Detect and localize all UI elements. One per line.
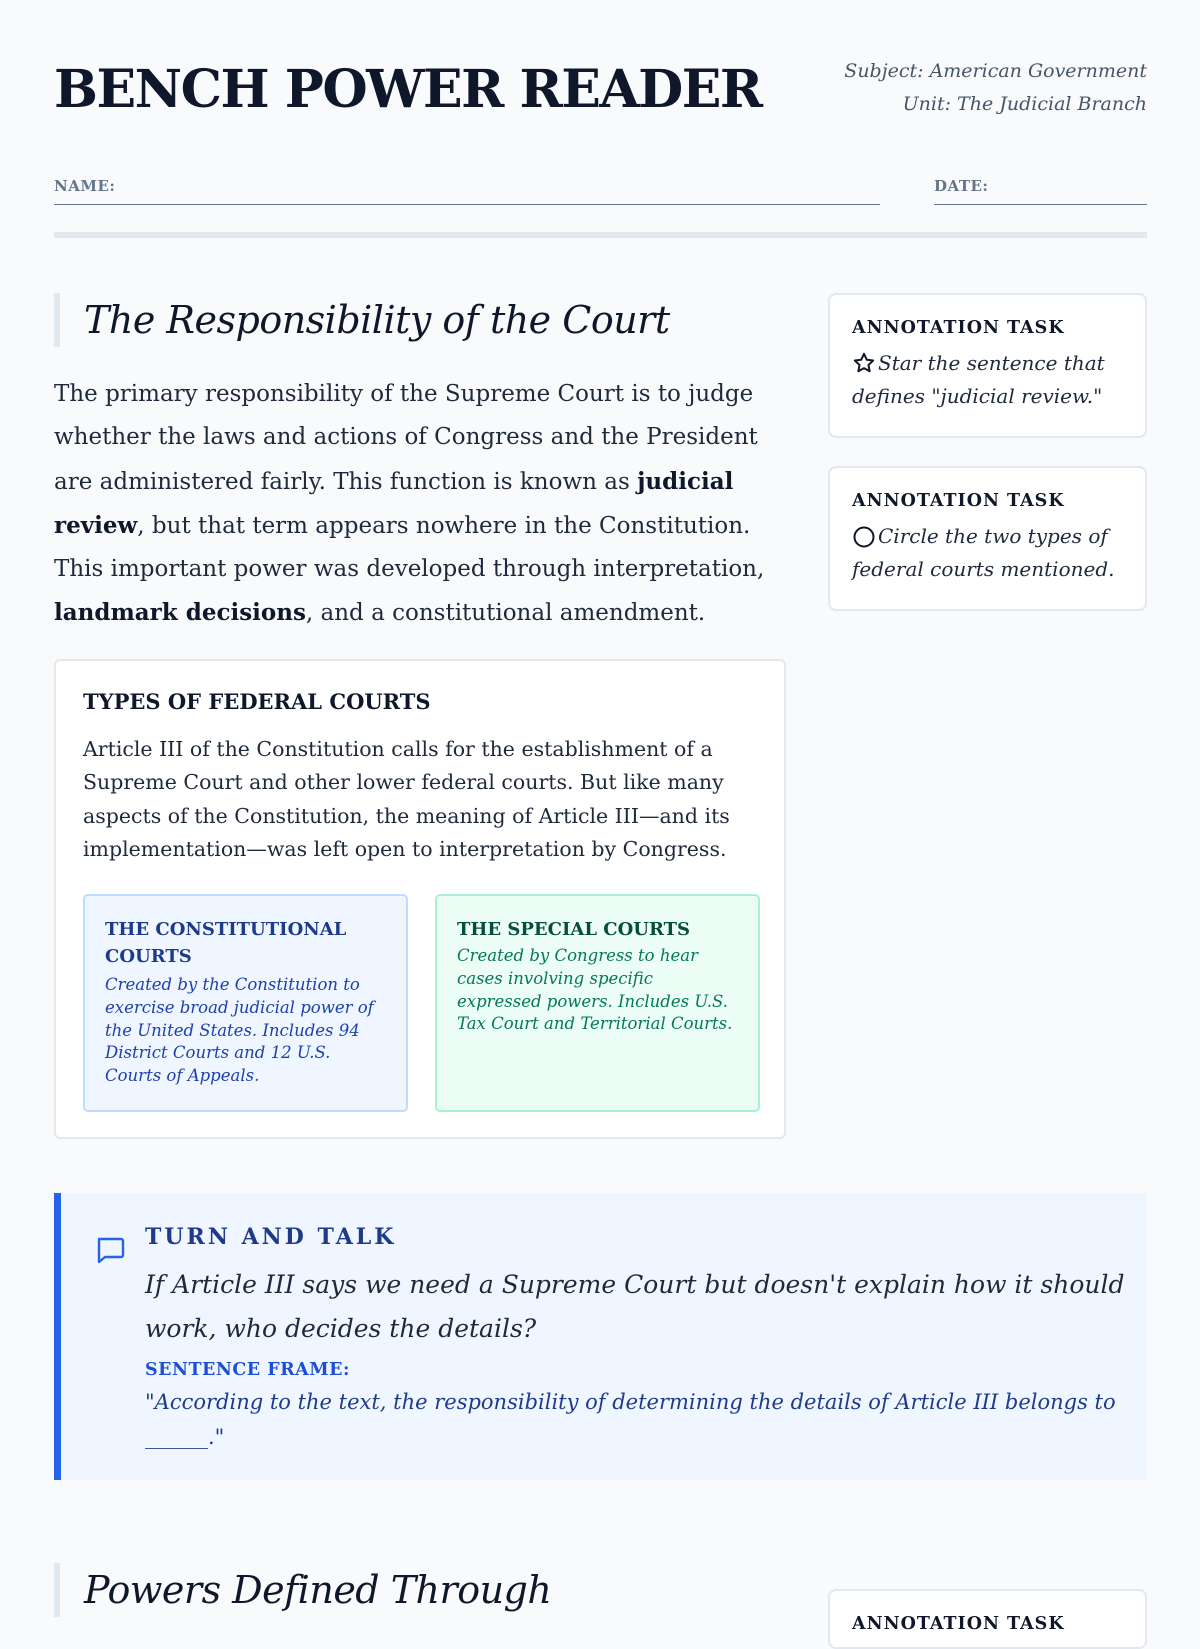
special-courts-text: Created by Congress to hear cases involving specific expressed powers. Includes U.S. Tax Court and Territorial Courts. [457,946,733,1034]
annotation-task-text [852,520,1123,586]
constitutional-courts-title: THE CONSTITUTIONAL COURTS [105,919,347,967]
section-heading: Powers Defined Through [54,1563,551,1617]
circle-icon [852,524,876,548]
intro-text: , but that term appears nowhere in the Constitution. This important power was developed through interpretation, [54,512,765,583]
annotation-task-text [852,347,1123,413]
turn-and-talk-box [54,1193,1147,1480]
constitutional-courts-card [83,894,408,1112]
sentence-frame-label: SENTENCE FRAME: [145,1360,350,1380]
page-title: BENCH POWER READER [54,59,762,120]
chat-bubble-icon [94,1234,126,1266]
types-box-body: Article III of the Constitution calls for the establishment of a Supreme Court and other lower federal courts. But like many aspects of the Constitution, the meaning of Article III—and its implementation—was left open to interpretation by Congress. [83,737,730,861]
name-field[interactable] [54,172,880,205]
term-landmark-decisions: landmark decisions [54,599,306,627]
special-courts-title: THE SPECIAL COURTS [457,919,691,940]
intro-text: The primary responsibility of the Supreme Court is to judge whether the laws and actions of Congress and the President are administered fairly. This function is known as [54,381,758,495]
name-label: NAME: [54,177,116,195]
subject-line: Subject: American Government [844,60,1147,82]
header-divider [54,232,1147,238]
annotation-task-card [828,293,1147,438]
constitutional-courts-text: Created by the Constitution to exercise broad judicial power of the United States. Includes 94 District Courts and 12 U.S. Courts of Appeals. [105,975,374,1086]
worksheet-meta [844,55,1147,121]
annotation-task-card [828,1589,1147,1649]
turn-and-talk-question: If Article III says we need a Supreme Court but doesn't explain how it should work, who decides the details? [145,1270,1125,1343]
annotation-task-label: ANNOTATION TASK [852,318,1065,338]
turn-and-talk-label: TURN AND TALK [145,1224,397,1250]
special-courts-card [435,894,760,1112]
date-field[interactable] [934,172,1147,205]
annotation-task-card [828,466,1147,611]
date-label: DATE: [934,177,989,195]
star-icon [852,351,876,375]
section-heading: The Responsibility of the Court [54,293,670,347]
types-of-courts-box [54,659,786,1139]
annotation-task-instruction: Circle the two types of federal courts mentioned. [852,524,1115,581]
unit-line: Unit: The Judicial Branch [902,93,1147,115]
annotation-task-label: ANNOTATION TASK [852,1614,1065,1634]
annotation-task-label: ANNOTATION TASK [852,491,1065,511]
student-info-row [54,172,1147,206]
intro-paragraph [54,373,784,636]
intro-text: , and a constitutional amendment. [305,600,706,627]
annotation-task-instruction: Star the sentence that defines "judicial review." [852,351,1105,408]
term-judicial-review: judicial review [54,467,734,539]
sentence-frame-text: "According to the text, the responsibility of determining the details of Article III belongs to ______." [145,1390,1116,1449]
types-box-title: TYPES OF FEDERAL COURTS [83,689,431,714]
